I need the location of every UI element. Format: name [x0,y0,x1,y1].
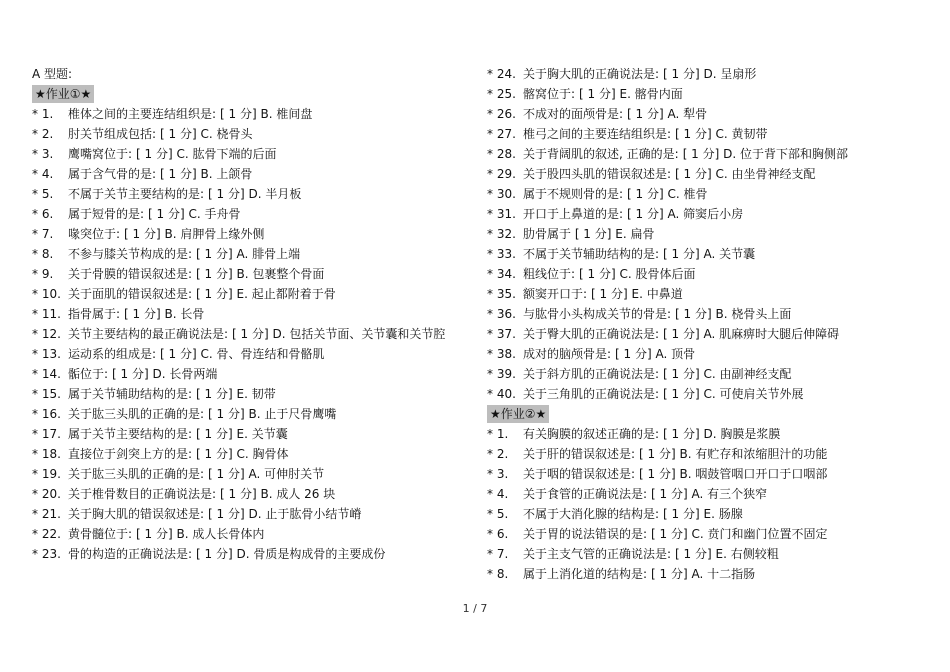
answer-text: [ 1 分] A. 可伸肘关节 [208,467,325,481]
question-body [68,107,312,121]
answer-text: [ 1 分] D. 止于肱骨小结节嵴 [208,507,362,521]
question-text: 指骨属于: [68,307,121,321]
question-text: 骨的构造的正确说法是: [68,547,193,561]
left-item-list [32,104,462,564]
question-body [68,367,217,381]
answer-text: [ 1 分] C. 由副神经支配 [663,367,792,381]
question-number: * 5. [32,187,54,201]
question-item [32,484,462,504]
question-number: * 38. [487,347,516,361]
answer-text: [ 1 分] E. 关节囊 [196,427,288,441]
question-number: * 1. [487,427,509,441]
question-body [68,287,336,301]
question-text: 骺位于: [68,367,109,381]
question-body [523,87,683,101]
answer-text: [ 1 分] A. 肌麻痹时大腿后伸障碍 [663,327,840,341]
question-item [32,124,462,144]
question-number: * 4. [32,167,54,181]
answer-text: [ 1 分] D. 呈扇形 [663,67,757,81]
question-item [32,364,462,384]
question-text: 运动系的组成是: [68,347,157,361]
question-text: 椎弓之间的主要连结组织是: [523,127,672,141]
question-number: * 10. [32,287,61,301]
question-number: * 37. [487,327,516,341]
question-item [487,84,917,104]
question-text: 额窦开口于: [523,287,588,301]
question-number: * 16. [32,407,61,421]
question-body [523,287,683,301]
answer-text: [ 1 分] A. 腓骨上端 [196,247,301,261]
right-item-list-b [487,424,917,584]
answer-text: [ 1 分] A. 十二指肠 [651,567,756,581]
question-number: * 30. [487,187,516,201]
answer-text: [ 1 分] A. 犁骨 [627,107,708,121]
question-text: 属于短骨的是: [68,207,145,221]
question-body [68,307,204,321]
section-header-2-wrap [487,404,917,424]
question-number: * 20. [32,487,61,501]
answer-text: [ 1 分] A. 关节囊 [663,247,756,261]
question-item [32,244,462,264]
question-number: * 7. [487,547,509,561]
answer-text: [ 1 分] C. 股骨体后面 [579,267,696,281]
answer-text: [ 1 分] C. 黄韧带 [675,127,768,141]
question-item [487,224,917,244]
question-body [68,467,324,481]
question-item [32,464,462,484]
question-text: 属于上消化道的结构是: [523,567,648,581]
question-body [68,507,361,521]
question-number: * 17. [32,427,61,441]
answer-text: [ 1 分] C. 由坐骨神经支配 [675,167,816,181]
question-item [487,124,917,144]
right-item-list-a [487,64,917,404]
question-text: 关于三角肌的正确说法是: [523,387,660,401]
answer-text: [ 1 分] B. 上颌骨 [160,167,253,181]
question-text: 髂窝位于: [523,87,576,101]
question-text: 关于椎骨数目的正确说法是: [68,487,217,501]
question-item [487,164,917,184]
question-number: * 8. [32,247,54,261]
question-number: * 8. [487,567,509,581]
answer-text: [ 1 分] D. 胸膜是浆膜 [663,427,781,441]
question-number: * 1. [32,107,54,121]
answer-text: [ 1 分] E. 起止都附着于骨 [196,287,336,301]
question-number: * 2. [32,127,54,141]
question-item [487,244,917,264]
question-number: * 18. [32,447,61,461]
question-body [523,367,792,381]
question-text: 关于咽的错误叙述是: [523,467,636,481]
question-body [523,327,839,341]
question-number: * 26. [487,107,516,121]
question-item [32,544,462,564]
question-text: 关于胃的说法错误的是: [523,527,648,541]
answer-text: [ 1 分] C. 贲门和幽门位置不固定 [651,527,828,541]
question-number: * 23. [32,547,61,561]
question-body [68,427,288,441]
answer-text: [ 1 分] C. 桡骨头 [160,127,253,141]
question-text: 关节主要结构的最正确说法是: [68,327,229,341]
question-item [32,184,462,204]
section-header-1: ★作业①★ [32,85,94,103]
question-item [487,324,917,344]
question-number: * 15. [32,387,61,401]
question-text: 鹰嘴窝位于: [68,147,133,161]
question-text: 粗线位于: [523,267,576,281]
question-body [523,467,827,481]
question-text: 肘关节组成包括: [68,127,157,141]
question-item [487,364,917,384]
question-body [68,447,289,461]
question-item [32,144,462,164]
answer-text: [ 1 分] E. 右侧较粗 [675,547,779,561]
answer-text: [ 1 分] D. 骨质是构成骨的主要成份 [196,547,386,561]
answer-text: [ 1 分] B. 成人 26 块 [220,487,336,501]
question-text: 关于主支气管的正确说法是: [523,547,672,561]
answer-text: [ 1 分] C. 胸骨体 [196,447,289,461]
question-item [32,404,462,424]
question-body [523,387,804,401]
question-number: * 6. [32,207,54,221]
question-body [523,547,779,561]
question-number: * 28. [487,147,516,161]
question-body [68,487,335,501]
question-text: 不参与膝关节构成的是: [68,247,193,261]
question-number: * 6. [487,527,509,541]
question-type-label: A 型题: [32,67,73,81]
question-text: 关于肱三头肌的正确的是: [68,467,205,481]
question-body [68,227,264,241]
question-body [68,127,253,141]
answer-text: [ 1 分] B. 桡骨头上面 [675,307,792,321]
question-item [487,264,917,284]
question-body [68,147,277,161]
question-text: 关于斜方肌的正确说法是: [523,367,660,381]
question-body [523,187,708,201]
question-body [523,447,827,461]
question-item [487,524,917,544]
question-number: * 4. [487,487,509,501]
question-body [523,567,755,581]
question-item [487,384,917,404]
question-item [487,104,917,124]
question-number: * 22. [32,527,61,541]
question-body [68,267,324,281]
answer-text: [ 1 分] B. 椎间盘 [220,107,313,121]
answer-text: [ 1 分] B. 成人长骨体内 [136,527,265,541]
question-text: 不属于大消化腺的结构是: [523,507,660,521]
question-item [487,144,917,164]
question-text: 肋骨属于 [ 1 分] E. 扁骨 [523,227,655,241]
question-item [32,224,462,244]
question-item [32,284,462,304]
question-body [68,547,385,561]
answer-text: [ 1 分] B. 咽鼓管咽口开口于口咽部 [639,467,828,481]
question-item [487,304,917,324]
answer-text: [ 1 分] B. 肩胛骨上缘外侧 [124,227,265,241]
answer-text: [ 1 分] E. 髂骨内面 [579,87,683,101]
question-body [523,427,780,441]
question-text: 成对的脑颅骨是: [523,347,612,361]
answer-text: [ 1 分] A. 筛窦后小房 [627,207,744,221]
question-body [68,207,241,221]
answer-text: [ 1 分] B. 长骨 [124,307,205,321]
question-number: * 31. [487,207,516,221]
question-number: * 12. [32,327,61,341]
question-body [68,527,264,541]
question-number: * 3. [487,467,509,481]
question-number: * 21. [32,507,61,521]
question-body [68,167,252,181]
answer-text: [ 1 分] A. 顶骨 [615,347,696,361]
answer-text: [ 1 分] B. 止于尺骨鹰嘴 [208,407,337,421]
question-body [523,127,768,141]
question-item [487,484,917,504]
question-text: 不属于关节主要结构的是: [68,187,205,201]
question-text: 关于面肌的错误叙述是: [68,287,193,301]
question-number: * 9. [32,267,54,281]
question-text: 关于股四头肌的错误叙述是: [523,167,672,181]
question-text: 关于食管的正确说法是: [523,487,648,501]
question-number: * 33. [487,247,516,261]
answer-text: [ 1 分] C. 可使肩关节外展 [663,387,804,401]
question-text: 开口于上鼻道的是: [523,207,624,221]
question-number: * 25. [487,87,516,101]
question-number: * 24. [487,67,516,81]
question-body [68,247,300,261]
question-number: * 36. [487,307,516,321]
question-text: 属于含气骨的是: [68,167,157,181]
section-header-1-wrap [32,84,462,104]
question-body [523,67,756,81]
question-item [32,444,462,464]
question-number: * 5. [487,507,509,521]
answer-text: [ 1 分] D. 长骨两端 [112,367,218,381]
question-text: 关于胸大肌的错误叙述是: [68,507,205,521]
question-item [487,344,917,364]
question-text: 椎体之间的主要连结组织是: [68,107,217,121]
left-column [32,64,462,564]
answer-text: [ 1 分] C. 椎骨 [627,187,708,201]
question-number: * 14. [32,367,61,381]
answer-text: [ 1 分] E. 韧带 [196,387,276,401]
answer-text: [ 1 分] B. 有贮存和浓缩胆汁的功能 [639,447,828,461]
question-text: 属于关节主要结构的是: [68,427,193,441]
question-item [32,304,462,324]
question-item [32,324,462,344]
question-text: 不成对的面颅骨是: [523,107,624,121]
question-number: * 3. [32,147,54,161]
question-text: 属于关节辅助结构的是: [68,387,193,401]
question-number: * 13. [32,347,61,361]
question-body [68,387,276,401]
question-body [523,167,816,181]
question-item [487,204,917,224]
answer-text: [ 1 分] C. 骨、骨连结和骨骼肌 [160,347,325,361]
question-body [68,324,462,344]
question-body [523,207,743,221]
section-header-2: ★作业②★ [487,405,549,423]
question-number: * 27. [487,127,516,141]
question-text: 有关胸膜的叙述正确的是: [523,427,660,441]
answer-text: [ 1 分] E. 肠腺 [663,507,743,521]
question-number: * 29. [487,167,516,181]
question-body [523,487,767,501]
answer-text: [ 1 分] C. 肱骨下端的后面 [136,147,277,161]
question-body [523,347,695,361]
question-item [487,284,917,304]
question-body [523,107,707,121]
question-text: 关于背阔肌的叙述, 正确的是: [523,147,679,161]
question-item [32,524,462,544]
right-column [487,64,917,584]
question-item [487,464,917,484]
answer-text: [ 1 分] E. 中鼻道 [591,287,683,301]
question-item [32,424,462,444]
question-text: 黄骨髓位于: [68,527,133,541]
question-item [487,64,917,84]
question-item [487,184,917,204]
page-number: 1 / 7 [462,602,488,615]
question-text: 喙突位于: [68,227,121,241]
question-number: * 32. [487,227,516,241]
answer-text: [ 1 分] D. 半月板 [208,187,302,201]
question-body [68,407,336,421]
question-item [32,164,462,184]
question-body [68,347,325,361]
answer-text: [ 1 分] C. 手舟骨 [148,207,241,221]
question-item [32,104,462,124]
question-number: * 39. [487,367,516,381]
question-number: * 11. [32,307,61,321]
question-text: 属于不规则骨的是: [523,187,624,201]
question-text: 关于骨膜的错误叙述是: [68,267,193,281]
question-number: * 34. [487,267,516,281]
question-text: 直接位于剑突上方的是: [68,447,193,461]
question-text: 关于肝的错误叙述是: [523,447,636,461]
question-item [32,384,462,404]
question-item [32,264,462,284]
question-number: * 7. [32,227,54,241]
question-body [523,227,658,241]
answer-text: [ 1 分] A. 有三个狭窄 [651,487,768,501]
question-body [68,187,301,201]
question-number: * 40. [487,387,516,401]
question-text: 关于臀大肌的正确说法是: [523,327,660,341]
question-item [32,204,462,224]
answer-text: [ 1 分] B. 包裹整个骨面 [196,267,325,281]
question-number: * 2. [487,447,509,461]
answer-text: [ 1 分] D. 包括关节面、关节囊和关节腔 [232,327,446,341]
question-item [487,444,917,464]
question-body [523,267,696,281]
question-number: * 19. [32,467,61,481]
question-text: 关于胸大肌的正确说法是: [523,67,660,81]
question-body [523,247,755,261]
question-body [523,307,791,321]
question-text: 与肱骨小头构成关节的骨是: [523,307,672,321]
question-body [523,527,828,541]
question-body [523,507,743,521]
question-body [523,147,848,161]
question-item [32,504,462,524]
question-item [32,344,462,364]
question-item [487,544,917,564]
question-number: * 35. [487,287,516,301]
question-item [487,564,917,584]
answer-text: [ 1 分] D. 位于背下部和胸侧部 [682,147,848,161]
question-item [487,504,917,524]
question-text: 关于肱三头肌的正确的是: [68,407,205,421]
question-text: 不属于关节辅助结构的是: [523,247,660,261]
question-item [487,424,917,444]
